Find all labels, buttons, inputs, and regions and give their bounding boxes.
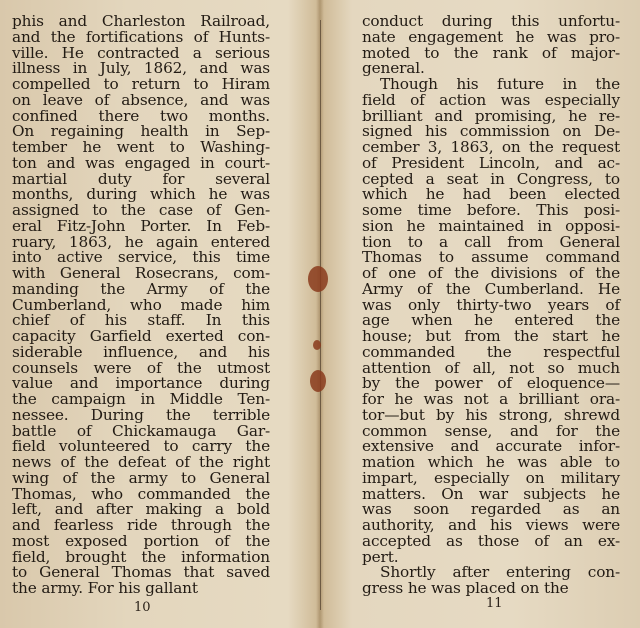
text-line: capacity Garfield exerted con- bbox=[12, 327, 270, 345]
text-line: value and importance during bbox=[12, 374, 270, 393]
text-line: confined there two months. bbox=[12, 106, 270, 125]
ink-stain bbox=[308, 266, 328, 292]
text-line: accepted as those of an ex- bbox=[362, 531, 620, 550]
text-line: of one of the divisions of the bbox=[362, 264, 620, 282]
text-line: tor—but by his strong, shrewd bbox=[362, 405, 620, 424]
text-line: matters. On war subjects he bbox=[362, 484, 620, 503]
text-line: pert. bbox=[362, 547, 399, 566]
left-page-number: 10 bbox=[134, 600, 151, 615]
text-line: months, during which he was bbox=[12, 185, 270, 204]
text-line: siderable influence, and his bbox=[12, 342, 270, 361]
text-line: and the fortifications of Hunts- bbox=[12, 27, 270, 46]
right-page-number: 11 bbox=[486, 596, 503, 611]
text-line: Shortly after entering con- bbox=[380, 563, 620, 582]
text-line: battle of Chickamauga Gar- bbox=[12, 421, 270, 440]
text-line: chief of his staff. In this bbox=[12, 311, 270, 330]
text-line: martial duty for several bbox=[12, 169, 270, 188]
text-line: was soon regarded as an bbox=[362, 500, 620, 519]
text-line: wing of the army to General bbox=[12, 468, 270, 487]
text-line: gress he was placed on the bbox=[362, 579, 569, 597]
text-line: which he had been elected bbox=[362, 185, 620, 204]
text-line: phis and Charleston Railroad, bbox=[12, 12, 270, 30]
text-line: by the power of eloquence— bbox=[362, 374, 620, 393]
text-line: authority, and his views were bbox=[362, 516, 620, 534]
text-line: attention of all, not so much bbox=[362, 358, 620, 377]
text-line: ruary, 1863, he again entered bbox=[12, 232, 270, 251]
text-line: counsels were of the utmost bbox=[12, 358, 270, 377]
text-line: to General Thomas that saved bbox=[12, 563, 270, 582]
text-line: for he was not a brilliant ora- bbox=[362, 390, 620, 408]
text-line: signed his commission on De- bbox=[362, 122, 620, 141]
text-line: on leave of absence, and was bbox=[12, 90, 270, 109]
text-line: extensive and accurate infor- bbox=[362, 437, 620, 456]
text-line: Thomas, who commanded the bbox=[12, 484, 270, 503]
text-line: some time before. This posi- bbox=[362, 201, 620, 219]
text-line: brilliant and promising, he re- bbox=[362, 106, 620, 125]
text-line: compelled to return to Hiram bbox=[12, 75, 270, 93]
text-line: manding the Army of the bbox=[12, 279, 270, 298]
text-line: Though his future in the bbox=[380, 75, 620, 93]
text-line: cember 3, 1863, on the request bbox=[362, 138, 620, 156]
text-line: Army of the Cumberland. He bbox=[362, 279, 620, 298]
text-line: moted to the rank of major- bbox=[362, 43, 620, 62]
text-line: field, brought the information bbox=[12, 547, 270, 566]
text-line: Thomas to assume command bbox=[362, 248, 620, 267]
text-line: nessee. During the terrible bbox=[12, 405, 270, 424]
text-line: eral Fitz-John Porter. In Feb- bbox=[12, 216, 270, 235]
text-line: assigned to the case of Gen- bbox=[12, 201, 270, 219]
text-line: was only thirty-two years of bbox=[362, 295, 620, 314]
text-line: left, and after making a bold bbox=[12, 500, 270, 519]
text-line: of President Lincoln, and ac- bbox=[362, 153, 620, 172]
text-line: Cumberland, who made him bbox=[12, 295, 270, 314]
text-line: illness in July, 1862, and was bbox=[12, 59, 270, 78]
text-line: field volunteered to carry the bbox=[12, 437, 270, 456]
text-line: conduct during this unfortu- bbox=[362, 12, 620, 30]
right-page-text bbox=[362, 14, 620, 614]
text-line: general. bbox=[362, 59, 425, 78]
text-line: impart, especially on military bbox=[362, 468, 620, 487]
text-line: with General Rosecrans, com- bbox=[12, 264, 270, 282]
text-line: commanded the respectful bbox=[362, 342, 620, 361]
text-line: common sense, and for the bbox=[362, 421, 620, 440]
text-line: house; but from the start he bbox=[362, 327, 620, 345]
text-line: news of the defeat of the right bbox=[12, 453, 270, 471]
text-line: On regaining health in Sep- bbox=[12, 122, 270, 141]
text-line: into active service, this time bbox=[12, 248, 270, 267]
text-line: age when he entered the bbox=[362, 311, 620, 330]
text-line: ville. He contracted a serious bbox=[12, 43, 270, 62]
text-line: cepted a seat in Congress, to bbox=[362, 169, 620, 188]
ink-stain bbox=[310, 370, 326, 392]
text-line: the army. For his gallant bbox=[12, 579, 198, 597]
text-line: tion to a call from General bbox=[362, 232, 620, 251]
ink-stain bbox=[313, 340, 321, 350]
text-line: field of action was especially bbox=[362, 90, 620, 109]
text-line: the campaign in Middle Ten- bbox=[12, 390, 270, 408]
gutter-line bbox=[320, 20, 321, 610]
text-line: nate engagement he was pro- bbox=[362, 27, 620, 46]
left-page-text bbox=[12, 14, 270, 614]
text-line: mation which he was able to bbox=[362, 453, 620, 471]
text-line: tember he went to Washing- bbox=[12, 138, 270, 156]
text-line: most exposed portion of the bbox=[12, 531, 270, 550]
text-line: and fearless ride through the bbox=[12, 516, 270, 534]
text-line: ton and was engaged in court- bbox=[12, 153, 270, 172]
text-line: sion he maintained in opposi- bbox=[362, 216, 620, 235]
